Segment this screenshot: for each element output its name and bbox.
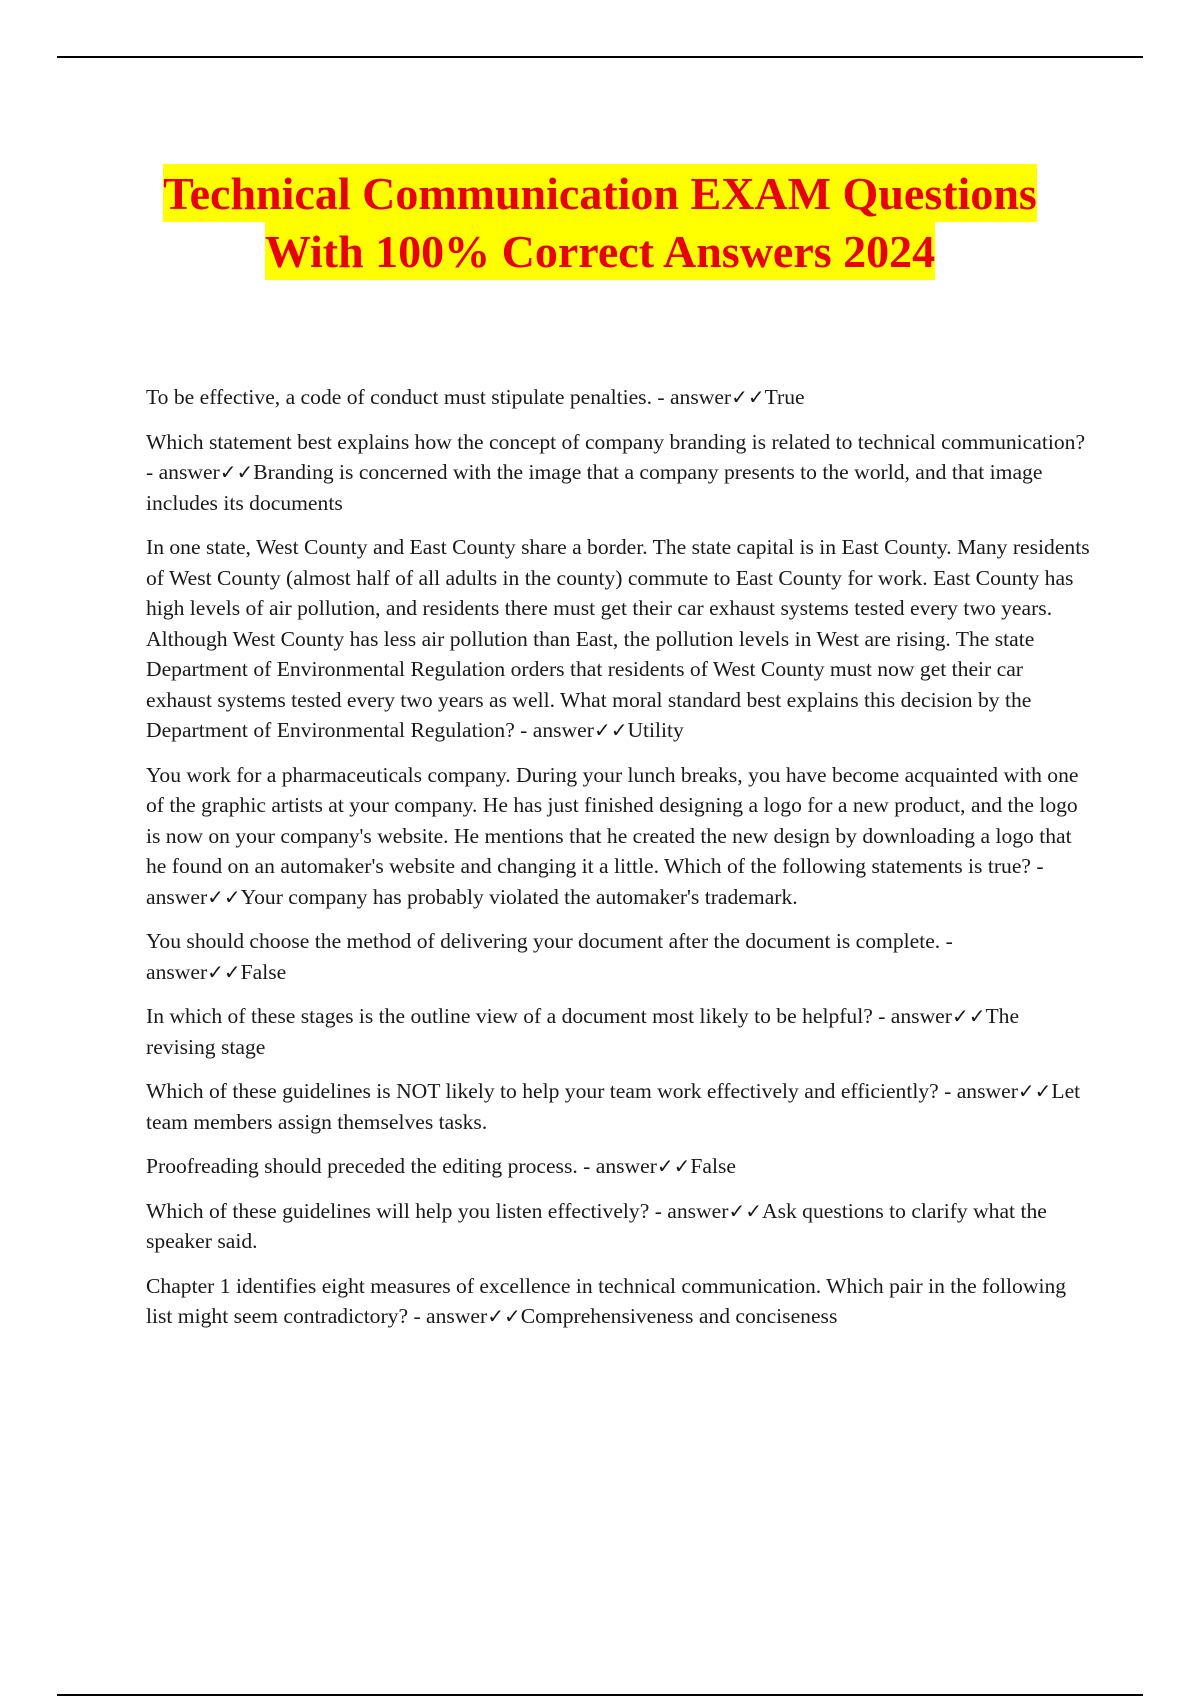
- answer-text: Branding is concerned with the image that a company presents to the world, and that image includes its documents: [146, 460, 1043, 515]
- qa-item: [146, 1001, 1091, 1062]
- answer-text: Comprehensiveness and conciseness: [520, 1304, 838, 1328]
- title-line-1: Technical Communication EXAM Questions: [163, 164, 1037, 222]
- qa-item: [146, 382, 1091, 413]
- double-check-icon: ✓✓: [207, 884, 241, 909]
- qa-item: [146, 532, 1091, 746]
- question-text: Which of these guidelines will help you listen effectively? - answer: [146, 1198, 729, 1223]
- double-check-icon: ✓✓: [728, 1198, 762, 1223]
- answer-text: Ask questions to clarify what the speaker said.: [146, 1198, 1047, 1253]
- qa-list: [146, 382, 1091, 1346]
- question-text: You work for a pharmaceuticals company. During your lunch breaks, you have become acquainted with one of the graphic artists at your company. He has just finished designing a logo for a new product, and the logo is now on your company's website. He mentions that he created the new design by downloading a logo that he found on an automaker's website and changing it a little. Which of the following statements is true? - answer: [146, 762, 1079, 909]
- double-check-icon: ✓✓: [593, 718, 628, 742]
- question-text: You should choose the method of delivering your document after the document is complete. - answer: [146, 929, 953, 984]
- qa-item: [146, 1151, 1091, 1182]
- answer-text: False: [240, 959, 287, 984]
- question-text: Chapter 1 identifies eight measures of excellence in technical communication. Which pair in the following list might seem contradictory? - answer: [146, 1273, 1067, 1328]
- question-text: Which of these guidelines is NOT likely to help your team work effectively and efficiently? - answer: [146, 1079, 1018, 1103]
- double-check-icon: ✓✓: [656, 1154, 691, 1178]
- question-text: Proofreading should preceded the editing process. - answer: [146, 1154, 657, 1178]
- question-text: In which of these stages is the outline view of a document most likely to be helpful? - answer: [146, 1004, 952, 1028]
- double-check-icon: ✓✓: [487, 1304, 521, 1328]
- qa-item: [146, 1196, 1091, 1257]
- question-text: In one state, West County and East County share a border. The state capital is in East County. Many residents of West County (almost half of all adults in the county) commute to East County for work. East County has high levels of air pollution, and residents there must get their car exhaust systems tested every two years. Although West County has less air pollution than East, the pollution levels in West are rising. The state Department of Environmental Regulation orders that residents of West County must now get their car exhaust systems tested every two years as well. What moral standard best explains this decision by the Department of Environmental Regulation? - answer: [146, 535, 1090, 742]
- question-text: To be effective, a code of conduct must stipulate penalties. - answer: [146, 385, 732, 409]
- answer-text: Let team members assign themselves tasks.: [146, 1079, 1081, 1134]
- question-text: Which statement best explains how the concept of company branding is related to technical communication? - answer: [146, 429, 1086, 484]
- answer-text: True: [764, 385, 805, 409]
- double-check-icon: ✓✓: [219, 460, 254, 484]
- double-check-icon: ✓✓: [1017, 1079, 1052, 1103]
- answer-text: The revising stage: [146, 1004, 1020, 1059]
- document-title: [60, 164, 1140, 280]
- answer-text: Utility: [627, 718, 684, 742]
- qa-item: [146, 1076, 1091, 1137]
- qa-item: [146, 760, 1091, 913]
- answer-text: False: [690, 1154, 736, 1178]
- qa-item: [146, 1271, 1091, 1332]
- top-rule: [57, 56, 1143, 58]
- bottom-rule: [57, 1694, 1143, 1696]
- qa-item: [146, 926, 1091, 987]
- answer-text: Your company has probably violated the automaker's trademark.: [240, 884, 798, 909]
- double-check-icon: ✓✓: [951, 1004, 986, 1028]
- double-check-icon: ✓✓: [731, 385, 765, 409]
- qa-item: [146, 427, 1091, 519]
- double-check-icon: ✓✓: [207, 959, 241, 984]
- title-line-2: With 100% Correct Answers 2024: [265, 222, 935, 280]
